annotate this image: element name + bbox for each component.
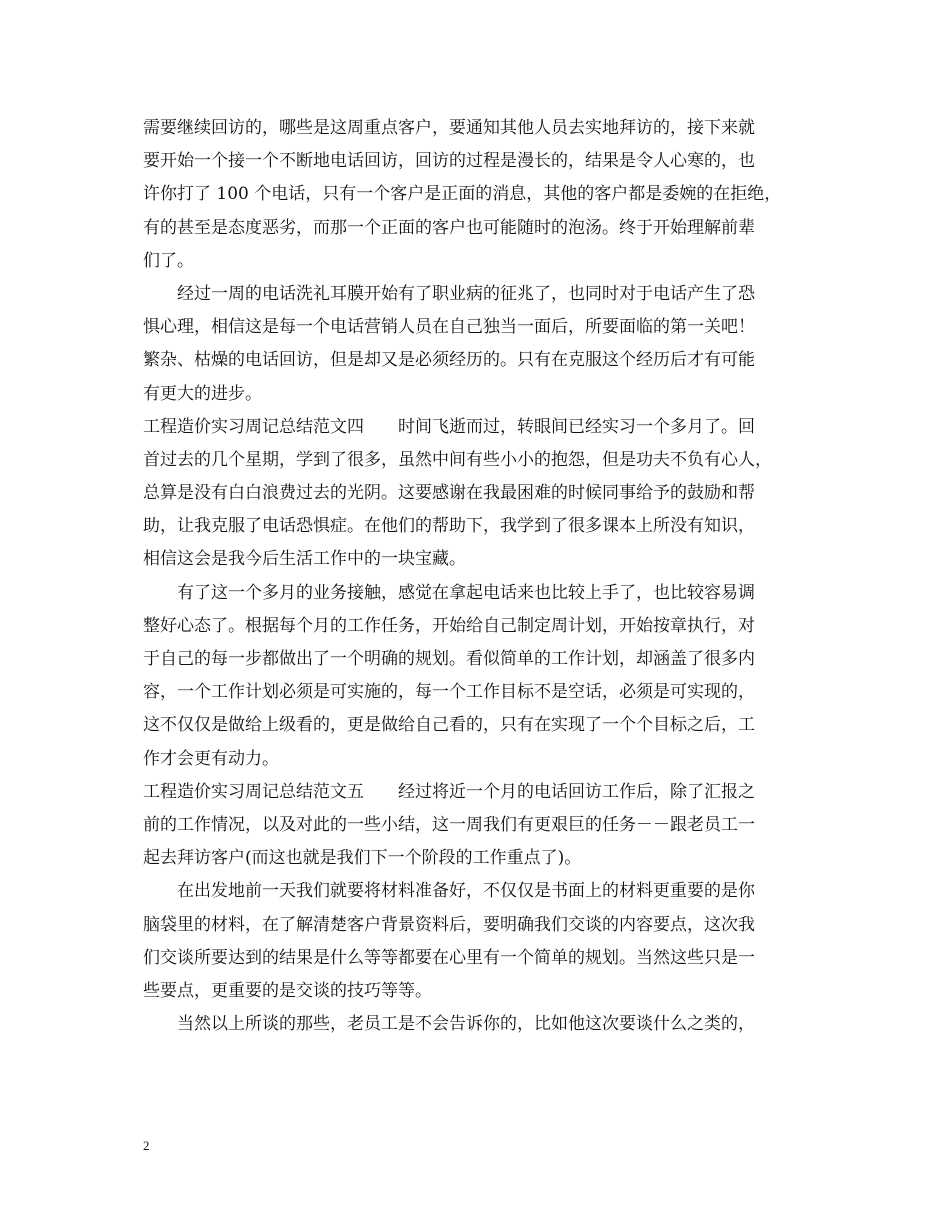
text-line: 要开始一个接一个不断地电话回访，回访的过程是漫长的，结果是令人心寒的，也: [143, 151, 755, 172]
text-line: 脑袋里的材料，在了解清楚客户背景资料后，要明确我们交谈的内容要点，这次我: [143, 914, 755, 935]
text-line: 工程造价实习周记总结范文四 时间飞逝而过，转眼间已经实习一个多月了。回: [143, 416, 755, 437]
text-line: 前的工作情况，以及对此的一些小结，这一周我们有更艰巨的任务－－跟老员工一: [143, 814, 755, 835]
text-line: 首过去的几个星期，学到了很多，虽然中间有些小小的抱怨，但是功夫不负有心人，: [143, 449, 772, 470]
text-line: 需要继续回访的，哪些是这周重点客户，要通知其他人员去实地拜访的，接下来就: [143, 118, 755, 138]
text-line: 总算是没有白白浪费过去的光阴。这要感谢在我最困难的时候同事给予的鼓励和帮: [143, 483, 755, 504]
page-number: 2: [143, 1138, 150, 1153]
text-line: 经过一周的电话洗礼耳膜开始有了职业病的征兆了，也同时对于电话产生了恐: [143, 283, 755, 304]
text-line: 容，一个工作计划必须是可实施的，每一个工作目标不是空话，必须是可实现的，: [143, 682, 755, 703]
text-line: 工程造价实习周记总结范文五 经过将近一个月的电话回访工作后，除了汇报之: [143, 781, 755, 802]
text-line: 这不仅仅是做给上级看的，更是做给自己看的，只有在实现了一个个目标之后，工: [143, 715, 755, 736]
text-line: 有更大的进步。: [143, 383, 262, 404]
text-line: 作才会更有动力。: [143, 748, 279, 769]
text-line: 有了这一个多月的业务接触，感觉在拿起电话来也比较上手了，也比较容易调: [143, 582, 755, 603]
text-line: 起去拜访客户(而这也就是我们下一个阶段的工作重点了)。: [143, 848, 582, 869]
text-line: 助，让我克服了电话恐惧症。在他们的帮助下，我学到了很多课本上所没有知识，: [143, 516, 755, 537]
text-line: 于自己的每一步都做出了一个明确的规划。看似简单的工作计划，却涵盖了很多内: [143, 649, 755, 669]
text-line: 们交谈所要达到的结果是什么等等都要在心里有一个简单的规划。当然这些只是一: [143, 947, 755, 968]
text-line: 在出发地前一天我们就要将材料准备好，不仅仅是书面上的材料更重要的是你: [143, 881, 755, 902]
text-line: 有的甚至是态度恶劣，而那一个正面的客户也可能随时的泡汤。终于开始理解前辈: [143, 217, 755, 238]
text-line: 些要点，更重要的是交谈的技巧等等。: [143, 980, 432, 1001]
body-text: [143, 112, 823, 1041]
text-line: 相信这会是我今后生活工作中的一块宝藏。: [143, 549, 466, 570]
text-line: 许你打了 100 个电话，只有一个客户是正面的消息，其他的客户都是委婉的在拒绝，: [143, 184, 782, 205]
text-line: 当然以上所谈的那些，老员工是不会告诉你的，比如他这次要谈什么之类的，: [143, 1014, 755, 1035]
text-line: 繁杂、枯燥的电话回访，但是却又是必须经历的。只有在克服这个经历后才有可能: [143, 350, 755, 371]
text-line: 整好心态了。根据每个月的工作任务，开始给自己制定周计划，开始按章执行，对: [143, 615, 755, 636]
text-line: 惧心理，相信这是每一个电话营销人员在自己独当一面后，所要面临的第一关吧！: [143, 317, 755, 338]
text-line: 们了。: [143, 250, 194, 271]
